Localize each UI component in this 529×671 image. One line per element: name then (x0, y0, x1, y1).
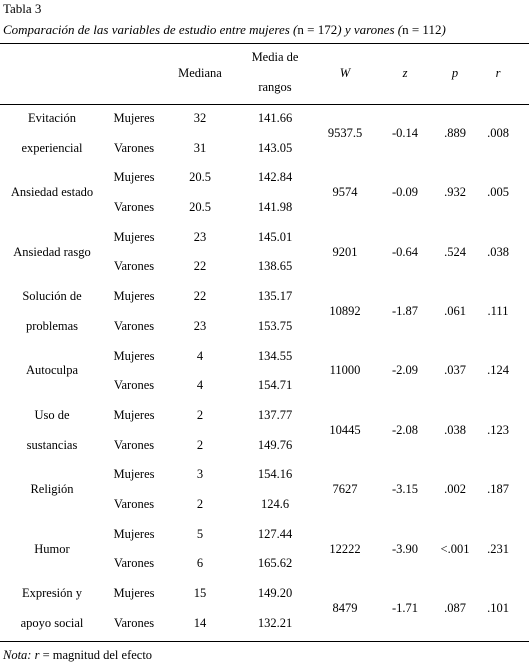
cell-med1: 5 (196, 526, 204, 541)
cell-rango2: 154.71 (257, 378, 293, 393)
cell-med2: 23 (193, 318, 207, 333)
cell-g1: Mujeres (113, 348, 155, 363)
cell-med2: 22 (193, 259, 207, 274)
header-p: p (451, 66, 459, 80)
cell-med2: 20.5 (189, 199, 211, 214)
cell-med1: 4 (196, 348, 204, 363)
cell-med1: 2 (196, 408, 204, 422)
cell-w: 10445 (329, 422, 361, 437)
cell-med2: 31 (193, 140, 207, 155)
header-rule (0, 104, 529, 105)
cell-rango1: 145.01 (257, 229, 293, 244)
header-z: z (402, 66, 408, 80)
cell-rango2: 153.75 (257, 318, 293, 333)
subtitle-part2: ) y varones ( (337, 22, 403, 37)
cell-rango2: 143.05 (257, 140, 293, 155)
cell-g2: Varones (113, 378, 155, 393)
cell-w: 9537.5 (327, 125, 363, 140)
cell-g1: Mujeres (113, 289, 155, 304)
variable-name-line1: Expresión y (21, 586, 83, 601)
cell-z: -2.09 (391, 363, 419, 378)
cell-g2: Varones (113, 140, 155, 155)
cell-rango1: 135.17 (257, 289, 293, 304)
cell-g2: Varones (113, 318, 155, 333)
cell-rango1: 142.84 (257, 170, 293, 185)
table-title: Tabla 3 (3, 1, 42, 16)
cell-p: .889 (444, 125, 466, 140)
cell-rango2: 165.62 (257, 556, 293, 571)
cell-w: 8479 (332, 600, 358, 615)
cell-g1: Mujeres (113, 229, 155, 244)
variable-name-line1: Uso de (34, 408, 70, 422)
subtitle-n-men: n = 112 (402, 22, 442, 37)
cell-med1: 22 (193, 289, 207, 304)
bottom-rule (0, 641, 529, 642)
cell-r: .187 (487, 482, 509, 497)
cell-r: .123 (487, 422, 509, 437)
cell-rango1: 134.55 (257, 348, 293, 363)
cell-r: .111 (487, 303, 509, 318)
cell-r: .231 (487, 541, 509, 556)
cell-rango1: 154.16 (257, 467, 293, 482)
cell-rango2: 124.6 (260, 496, 290, 511)
variable-name-line2: sustancias (26, 437, 78, 452)
cell-rango1: 137.77 (257, 408, 293, 422)
variable-name-line1: Solución de (22, 289, 82, 304)
variable-name: Ansiedad rasgo (13, 244, 91, 259)
variable-name-line2: apoyo social (20, 615, 84, 630)
cell-p: <.001 (440, 541, 470, 556)
note-label: Nota: (3, 648, 32, 662)
cell-med2: 2 (196, 496, 204, 511)
cell-p: .087 (444, 600, 466, 615)
cell-rango2: 141.98 (257, 199, 293, 214)
header-mediana: Mediana (178, 66, 222, 80)
cell-g2: Varones (113, 437, 155, 452)
table-subtitle (3, 22, 446, 38)
table-note (3, 648, 152, 663)
cell-g2: Varones (113, 556, 155, 571)
cell-p: .932 (444, 185, 466, 200)
variable-name-line1: Evitación (28, 111, 76, 125)
cell-g2: Varones (113, 496, 155, 511)
cell-g1: Mujeres (113, 170, 155, 185)
cell-med2: 6 (196, 556, 204, 571)
cell-rango1: 141.66 (257, 111, 293, 125)
cell-rango2: 138.65 (257, 259, 293, 274)
note-r-symbol: r (34, 648, 40, 662)
cell-z: -0.09 (391, 185, 419, 200)
cell-w: 12222 (329, 541, 361, 556)
cell-rango1: 149.20 (257, 586, 293, 601)
cell-p: .038 (444, 422, 466, 437)
cell-g1: Mujeres (113, 586, 155, 601)
variable-name-line2: experiencial (21, 140, 83, 155)
cell-p: .037 (444, 363, 466, 378)
cell-med2: 2 (196, 437, 204, 452)
cell-med1: 15 (193, 586, 207, 601)
cell-rango2: 149.76 (257, 437, 293, 452)
cell-z: -2.08 (391, 422, 419, 437)
cell-med2: 14 (193, 615, 207, 630)
cell-r: .038 (487, 244, 509, 259)
cell-r: .008 (487, 125, 509, 140)
cell-z: -1.71 (391, 600, 419, 615)
top-rule (0, 43, 529, 44)
cell-g1: Mujeres (113, 408, 155, 422)
cell-r: .101 (487, 600, 509, 615)
cell-g1: Mujeres (113, 467, 155, 482)
cell-med1: 32 (193, 111, 207, 125)
header-media-rangos-2: rangos (258, 80, 292, 94)
note-text: = magnitud del efecto (39, 648, 153, 662)
subtitle-part3: ) (441, 22, 446, 37)
cell-w: 9574 (332, 185, 358, 200)
cell-z: -3.15 (391, 482, 419, 497)
header-w: W (339, 66, 351, 80)
cell-g1: Mujeres (113, 526, 155, 541)
cell-rango2: 132.21 (257, 615, 293, 630)
cell-z: -0.64 (391, 244, 419, 259)
variable-name-line2: problemas (25, 318, 79, 333)
cell-w: 9201 (332, 244, 358, 259)
cell-z: -1.87 (391, 303, 419, 318)
cell-med2: 4 (196, 378, 204, 393)
variable-name: Autoculpa (25, 363, 79, 378)
cell-r: .124 (487, 363, 509, 378)
variable-name: Religión (30, 482, 74, 497)
cell-p: .002 (444, 482, 466, 497)
cell-w: 10892 (329, 303, 361, 318)
cell-p: .061 (444, 303, 466, 318)
subtitle-part1: Comparación de las variables de estudio entre mujeres ( (3, 22, 298, 37)
cell-g2: Varones (113, 259, 155, 274)
subtitle-n-women: n = 172 (297, 22, 338, 37)
cell-rango1: 127.44 (257, 526, 293, 541)
cell-med1: 23 (193, 229, 207, 244)
variable-name: Ansiedad estado (10, 185, 94, 200)
variable-name: Humor (34, 541, 70, 556)
cell-med1: 20.5 (189, 170, 211, 185)
cell-r: .005 (487, 185, 509, 200)
cell-w: 7627 (332, 482, 358, 497)
cell-g2: Varones (113, 615, 155, 630)
cell-w: 11000 (329, 363, 361, 378)
cell-z: -0.14 (391, 125, 419, 140)
header-media-rangos-1: Media de (251, 50, 299, 64)
cell-z: -3.90 (391, 541, 419, 556)
cell-g1: Mujeres (113, 111, 155, 125)
cell-p: .524 (444, 244, 466, 259)
cell-med1: 3 (196, 467, 204, 482)
cell-g2: Varones (113, 199, 155, 214)
header-r: r (495, 66, 501, 80)
